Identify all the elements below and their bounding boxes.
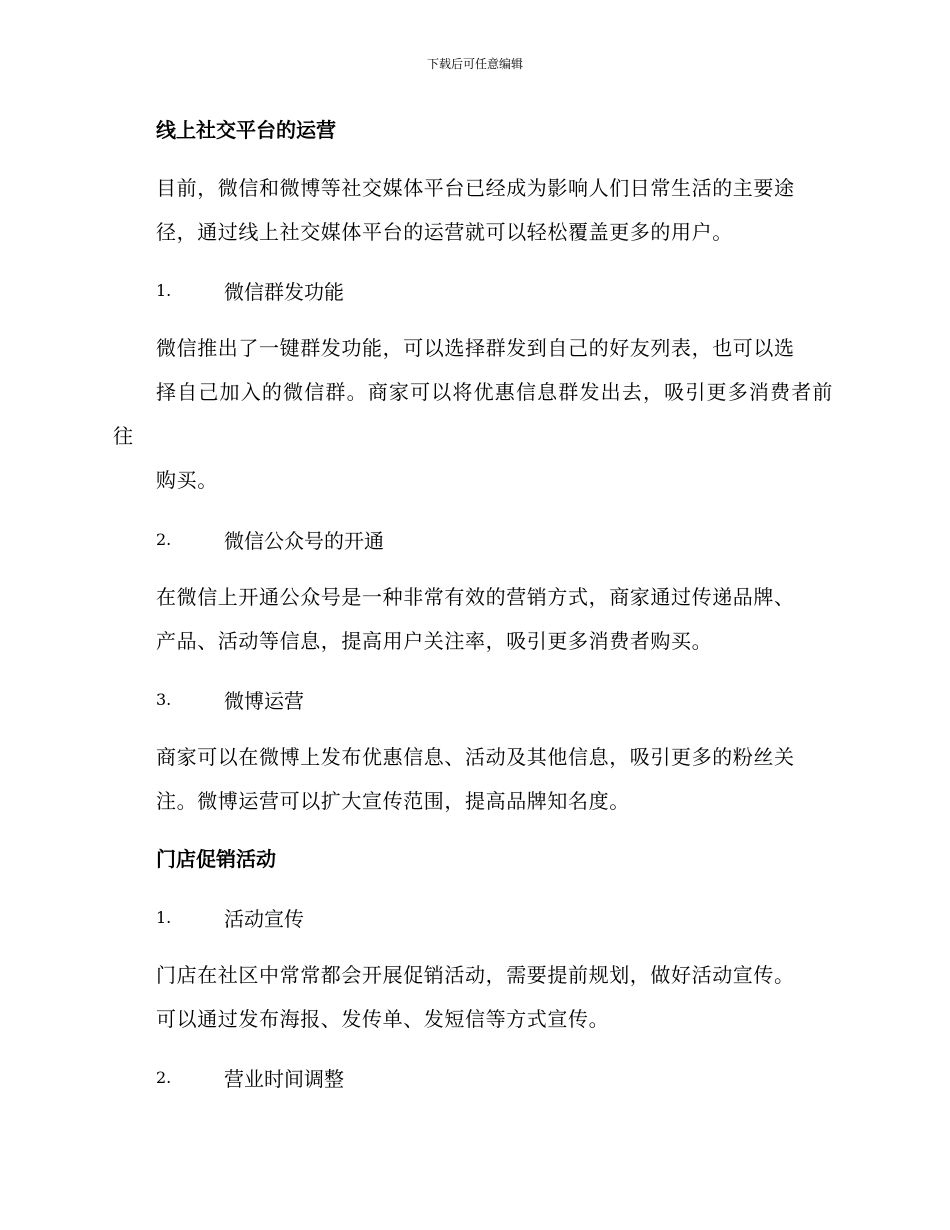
numbered-item [113,895,833,939]
paragraph-line: 购买。 [156,468,218,492]
paragraph [113,326,833,502]
item-number: 3. [156,689,172,709]
paragraph [113,735,833,823]
item-number: 2. [156,1067,172,1087]
section-heading: 线上社交平台的运营 [156,118,336,142]
paragraph-line: 门店在社区中常常都会开展促销活动，需要提前规划，做好活动宣传。 [156,963,795,987]
paragraph-line: 径，通过线上社交媒体平台的运营就可以轻松覆盖更多的用户。 [156,220,733,244]
numbered-item [113,677,833,721]
item-number: 2. [156,529,172,549]
item-number: 1. [156,907,172,927]
paragraph-line: 在微信上开通公众号是一种非常有效的营销方式，商家通过传递品牌、 [156,585,795,609]
item-number: 1. [156,280,172,300]
paragraph-line: 目前，微信和微博等社交媒体平台已经成为影响人们日常生活的主要途 [156,176,795,200]
document-body [113,108,833,1099]
item-title: 活动宣传 [224,906,304,931]
paragraph [113,166,833,254]
item-title: 微信群发功能 [224,279,344,304]
item-title: 微信公众号的开通 [224,528,384,553]
paragraph-line: 可以通过发布海报、发传单、发短信等方式宣传。 [156,1007,610,1031]
paragraph [113,575,833,663]
numbered-item [113,1055,833,1099]
header-note: 下载后可任意编辑 [426,57,523,71]
numbered-item [113,517,833,561]
paragraph-line: 产品、活动等信息，提高用户关注率，吸引更多消费者购买。 [156,629,713,653]
paragraph [113,953,833,1041]
item-title: 营业时间调整 [224,1066,344,1091]
paragraph-line: 微信推出了一键群发功能，可以选择群发到自己的好友列表，也可以选 [156,336,795,360]
paragraph-line: 注。微博运营可以扩大宣传范围，提高品牌知名度。 [156,789,630,813]
paragraph-line: 择自己加入的微信群。商家可以将优惠信息群发出去，吸引更多消费者前往 [113,380,833,448]
paragraph-line: 商家可以在微博上发布优惠信息、活动及其他信息，吸引更多的粉丝关 [156,745,795,769]
numbered-item [113,268,833,312]
item-title: 微博运营 [224,688,304,713]
section-heading: 门店促销活动 [156,847,276,871]
